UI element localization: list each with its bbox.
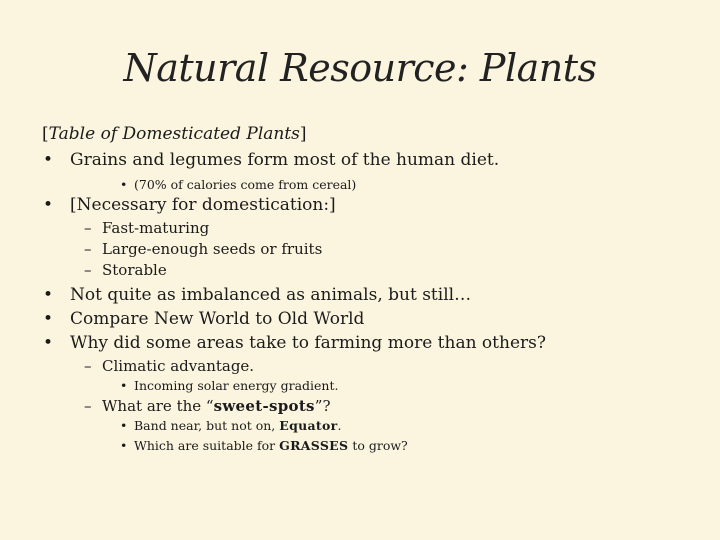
bullet-why-farming: Why did some areas take to farming more than others? (70, 333, 546, 353)
bullet-calories-cereal: (70% of calories come from cereal) (134, 177, 357, 192)
dash-fast-maturing: Fast-maturing (102, 219, 210, 237)
bullet-marker: • (43, 150, 54, 170)
bullet-compare-worlds: Compare New World to Old World (70, 309, 365, 329)
bullet-grasses-grow (134, 438, 408, 453)
grasses-prefix: Which are suitable for (134, 438, 280, 453)
dash-marker: – (84, 219, 92, 237)
equator-prefix: Band near, but not on, (134, 418, 280, 433)
subtitle-close-bracket: ] (299, 124, 307, 144)
bullet-grains-legumes: Grains and legumes form most of the human diet. (70, 150, 500, 170)
slide-title: Natural Resource: Plants (123, 46, 597, 90)
bullet-marker: • (120, 418, 128, 433)
dash-sweet-spots (102, 397, 331, 415)
bullet-marker: • (43, 309, 54, 329)
dash-climatic-advantage: Climatic advantage. (102, 357, 255, 375)
sweet-spots-suffix: ”? (314, 397, 331, 415)
dash-marker: – (84, 357, 92, 375)
subtitle-italic-text: Table of Domesticated Plants (48, 124, 300, 144)
bullet-marker: • (43, 285, 54, 305)
bullet-imbalanced: Not quite as imbalanced as animals, but still… (70, 285, 472, 305)
sweet-spots-bold: sweet-spots (213, 397, 315, 415)
subtitle-line (42, 124, 307, 144)
grasses-suffix: to grow? (348, 438, 408, 453)
dash-storable: Storable (102, 261, 167, 279)
bullet-marker: • (43, 333, 54, 353)
equator-bold: Equator (279, 418, 338, 433)
bullet-marker: • (43, 195, 54, 215)
bullet-necessary-domestication: [Necessary for domestication:] (70, 195, 336, 215)
sweet-spots-prefix: What are the “ (102, 397, 214, 415)
bullet-marker: • (120, 177, 128, 192)
equator-suffix: . (337, 418, 342, 433)
grasses-bold: GRASSES (279, 438, 349, 453)
bullet-solar-gradient: Incoming solar energy gradient. (134, 378, 339, 393)
dash-marker: – (84, 397, 92, 415)
bullet-marker: • (120, 378, 128, 393)
subtitle-open-bracket: [ (42, 124, 49, 144)
bullet-marker: • (120, 438, 128, 453)
dash-marker: – (84, 240, 92, 258)
bullet-equator-band (134, 418, 342, 433)
dash-large-seeds: Large-enough seeds or fruits (102, 240, 323, 258)
dash-marker: – (84, 261, 92, 279)
